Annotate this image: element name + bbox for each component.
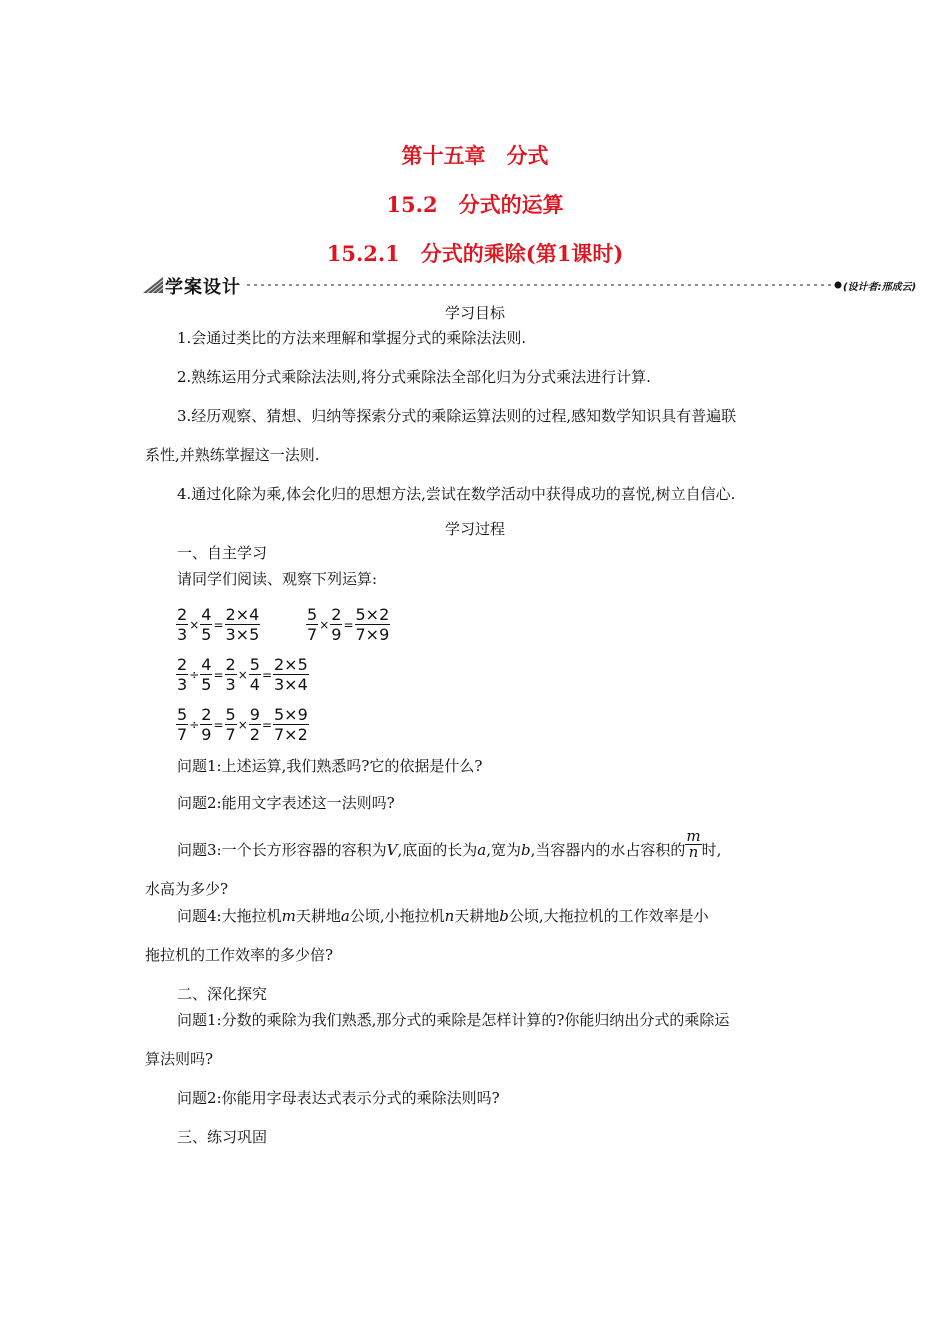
equation-4: $\frac{5}{7}$ ÷ $\frac{2}{9}$ = $\frac{5}{7}$ × $\frac{9}{2}$ = $\frac{5\times 9}{7\times 2}$: [177, 705, 308, 744]
question-1: 问题1:上述运算,我们熟悉吗?它的依据是什么?: [177, 757, 483, 775]
part2-title: 二、深化探究: [177, 985, 268, 1003]
equation-1: $\frac{2}{3}$ × $\frac{4}{5}$ = $\frac{2\times 4}{3\times 5}$: [177, 605, 260, 644]
fraction: $\frac{5\times 2}{7\times 9}$: [355, 605, 390, 644]
question-3-cont: 水高为多少?: [145, 880, 229, 898]
part2-question-1: 问题1:分数的乘除为我们熟悉,那分式的乘除是怎样计算的?你能归纳出分式的乘除运: [177, 1011, 730, 1029]
fraction: $\frac{4}{5}$: [201, 655, 212, 694]
fraction: $\frac{2}{3}$: [225, 655, 236, 694]
fraction: $\frac{2}{9}$: [331, 605, 342, 644]
goal-item-2: 2.熟练运用分式乘除法法则,将分式乘除法全部化归为分式乘法进行计算.: [177, 368, 651, 386]
corner-triangle-icon: [143, 277, 163, 293]
fraction-m-over-n: $\frac{m}{n}$: [686, 826, 701, 861]
part1-title: 一、自主学习: [177, 544, 268, 562]
banner-label: 学案设计: [165, 277, 241, 298]
part2-question-2: 问题2:你能用字母表达式表示分式的乘除法则吗?: [177, 1089, 500, 1107]
question-4-cont: 拖拉机的工作效率的多少倍?: [145, 946, 334, 964]
part2-question-1-cont: 算法则吗?: [145, 1050, 214, 1068]
fraction: $\frac{5}{4}$: [249, 655, 260, 694]
process-heading: 学习过程: [444, 520, 505, 538]
fraction: $\frac{2\times 4}{3\times 5}$: [225, 605, 260, 644]
goal-item-3: 3.经历观察、猜想、归纳等探索分式的乘除运算法则的过程,感知数学知识具有普遍联: [177, 407, 737, 425]
part3-title: 三、练习巩固: [177, 1128, 268, 1146]
section-title: 15.2 分式的运算: [386, 192, 564, 217]
fraction: $\frac{2\times 5}{3\times 4}$: [274, 655, 308, 694]
question-3: 问题3:一个长方形容器的容积为V,底面的长为a,宽为b,当容器内的水占容积的 $\frac{m}{n}$ 时,: [177, 826, 722, 861]
fraction: $\frac{9}{2}$: [249, 705, 260, 744]
goal-item-4: 4.通过化除为乘,体会化归的思想方法,尝试在数学活动中获得成功的喜悦,树立自信心.: [177, 485, 736, 503]
designer-credit: (设计者:邢成云): [843, 282, 917, 293]
fraction: $\frac{2}{3}$: [177, 655, 188, 694]
fraction: $\frac{4}{5}$: [201, 605, 212, 644]
equation-3: $\frac{2}{3}$ ÷ $\frac{4}{5}$ = $\frac{2}{3}$ × $\frac{5}{4}$ = $\frac{2\times 5}{3\times 4}$: [177, 655, 308, 694]
fraction: $\frac{5}{7}$: [225, 705, 236, 744]
fraction: $\frac{5}{7}$: [307, 605, 318, 644]
subsection-title: 15.2.1 分式的乘除(第1课时): [326, 241, 624, 266]
goals-heading: 学习目标: [444, 304, 505, 322]
goal-item-3-cont: 系性,并熟练掌握这一法则.: [145, 446, 320, 464]
dotted-rule: [247, 279, 843, 291]
fraction: $\frac{5\times 9}{7\times 2}$: [274, 705, 308, 744]
fraction: $\frac{2}{9}$: [201, 705, 212, 744]
chapter-title: 第十五章 分式: [401, 143, 549, 168]
part1-intro: 请同学们阅读、观察下列运算:: [177, 570, 378, 588]
fraction: $\frac{5}{7}$: [177, 705, 188, 744]
question-4: 问题4:大拖拉机m天耕地a公顷,小拖拉机n天耕地b公顷,大拖拉机的工作效率是小: [177, 907, 709, 925]
design-banner: [143, 273, 949, 297]
goal-item-1: 1.会通过类比的方法来理解和掌握分式的乘除法法则.: [177, 329, 527, 347]
fraction: $\frac{2}{3}$: [177, 605, 188, 644]
question-2: 问题2:能用文字表述这一法则吗?: [177, 794, 395, 812]
equation-2: $\frac{5}{7}$ × $\frac{2}{9}$ = $\frac{5\times 2}{7\times 9}$: [307, 605, 390, 644]
